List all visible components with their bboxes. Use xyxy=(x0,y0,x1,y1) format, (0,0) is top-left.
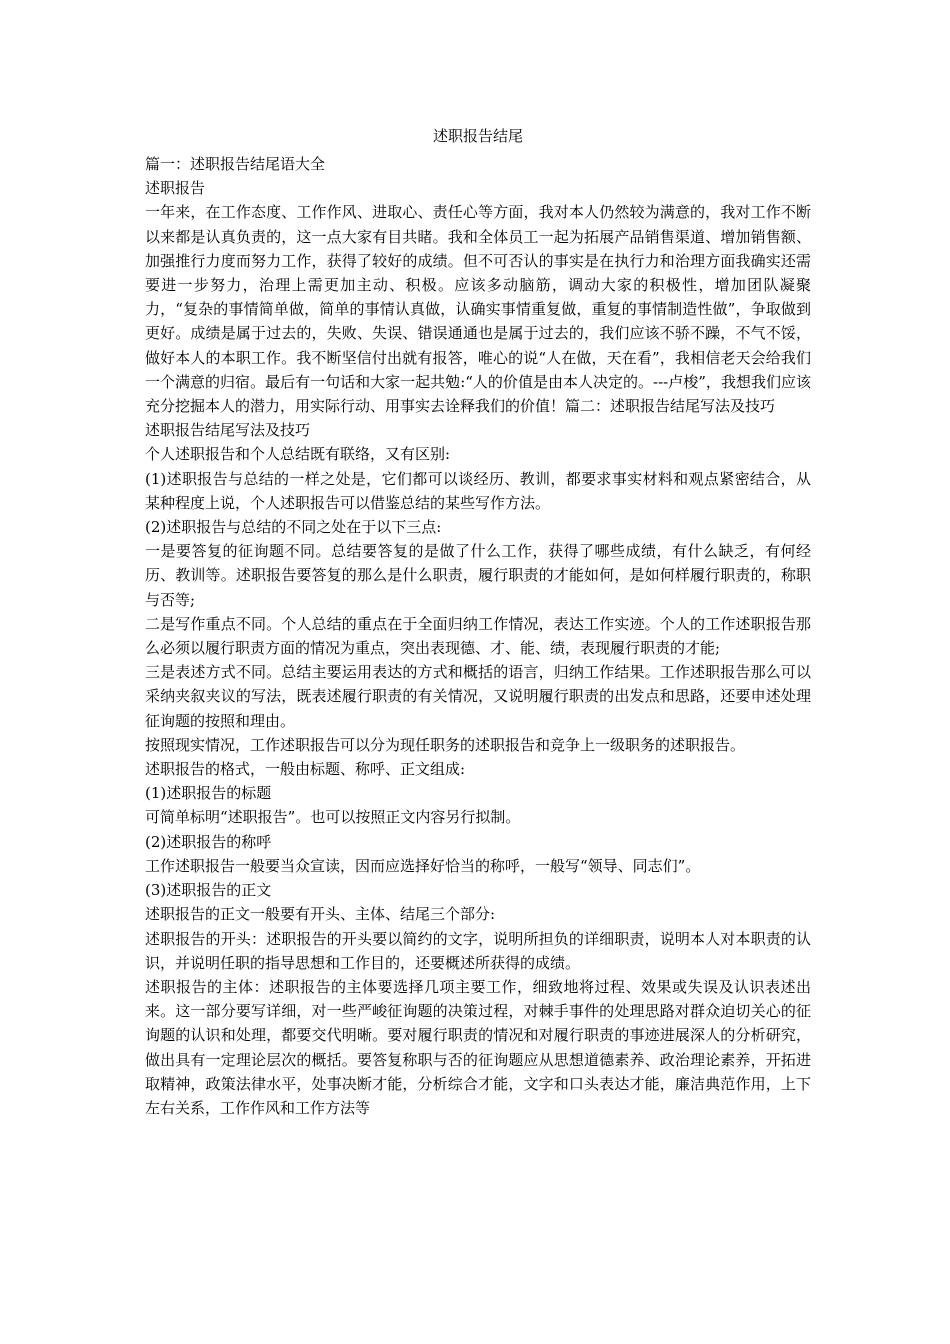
paragraph: 述职报告的正文一般要有开头、主体、结尾三个部分: xyxy=(145,905,496,924)
paragraph: (1)述职报告的标题 xyxy=(145,784,272,803)
paragraph: 可简单标明“述职报告”。也可以按照正文内容另行拟制。 xyxy=(145,808,521,827)
paragraph: 三是表述方式不同。总结主要运用表达的方式和概括的语言，归纳工作结果。工作述职报告那么可以采纳夹叙夹议的写法，既表述履行职责的有关情况，又说明履行职责的出发点和思路，还要申述处理征询题的按照和理由。 xyxy=(145,663,811,730)
paragraph: 工作述职报告一般要当众宣读，因而应选择好恰当的称呼，一般写“领导、同志们”。 xyxy=(145,856,701,875)
paragraph: 篇一：述职报告结尾语大全 xyxy=(145,155,326,173)
document-body xyxy=(145,152,811,1120)
paragraph: 按照现实情况，工作述职报告可以分为现任职务的述职报告和竞争上一级职务的述职报告。 xyxy=(145,735,746,754)
paragraph: (3)述职报告的正文 xyxy=(145,881,272,900)
document-page xyxy=(145,124,811,1120)
paragraph: (2)述职报告与总结的不同之处在于以下三点: xyxy=(145,518,442,537)
document-title: 述职报告结尾 xyxy=(432,127,523,145)
paragraph: 述职报告 xyxy=(145,179,206,198)
paragraph: 个人述职报告和个人总结既有联络，又有区别: xyxy=(145,445,451,464)
paragraph: (1)述职报告与总结的一样之处是，它们都可以谈经历、教训，都要求事实材料和观点紧密结合，从某种程度上说，个人述职报告可以借鉴总结的某些写作方法。 xyxy=(145,469,811,512)
paragraph: 述职报告的开头：述职报告的开头要以简约的文字，说明所担负的详细职责，说明本人对本职责的认识，并说明任职的指导思想和工作目的，还要概述所获得的成绩。 xyxy=(145,929,811,972)
paragraph: 述职报告的格式，一般由标题、称呼、正文组成: xyxy=(145,760,466,779)
paragraph: 一是要答复的征询题不同。总结要答复的是做了什么工作，获得了哪些成绩，有什么缺乏，有何经历、教训等。述职报告要答复的那么是什么职责，履行职责的才能如何，是如何样履行职责的，称职与否等; xyxy=(145,542,811,609)
paragraph: 一年来，在工作态度、工作作风、进取心、责任心等方面，我对本人仍然较为满意的，我对工作不断以来都是认真负责的，这一点大家有目共睹。我和全体员工一起为拓展产品销售渠道、增加销售额、加强推行力度而努力工作，获得了较好的成绩。但不可否认的事实是在执行力和治理方面我确实还需要进一步努力，治理上需更加主动、积极。应该多动脑筋，调动大家的积极性，增加团队凝聚力，“复杂的事情简单做，简单的事情认真做，认确实事情重复做，重复的事情制造性做”，争取做到更好。成绩是属于过去的，失败、失误、错误通通也是属于过去的，我们应该不骄不躁，不气不馁，做好本人的本职工作。我不断坚信付出就有报答，唯心的说“人在做，天在看”，我相信老天会给我们一个满意的归宿。最后有一句话和大家一起共勉:“人的价值是由本人决定的。---卢梭”，我想我们应该充分挖掘本人的潜力，用实际行动、用事实去诠释我们的价值！篇二：述职报告结尾写法及技巧 xyxy=(145,203,811,416)
paragraph: 述职报告结尾写法及技巧 xyxy=(145,421,311,440)
paragraph: 二是写作重点不同。个人总结的重点在于全面归纳工作情况，表达工作实迹。个人的工作述职报告那么必须以履行职责方面的情况为重点，突出表现德、才、能、绩，表现履行职责的才能; xyxy=(145,614,811,658)
paragraph: (2)述职报告的称呼 xyxy=(145,832,272,851)
paragraph: 述职报告的主体：述职报告的主体要选择几项主要工作，细致地将过程、效果或失误及认识表述出来。这一部分要写详细，对一些严峻征询题的决策过程，对棘手事件的处理思路对群众迫切关心的征询题的认识和处理，都要交代明晰。要对履行职责的情况和对履行职责的事迹进展深人的分析研究，做出具有一定理论层次的概括。要答复称职与否的征询题应从思想道德素养、政治理论素养，开拓进取精神，政策法律水平，处事决断才能，分析综合才能，文字和口头表达才能，廉洁典范作用，上下左右关系，工作作风和工作方法等 xyxy=(145,977,811,1117)
